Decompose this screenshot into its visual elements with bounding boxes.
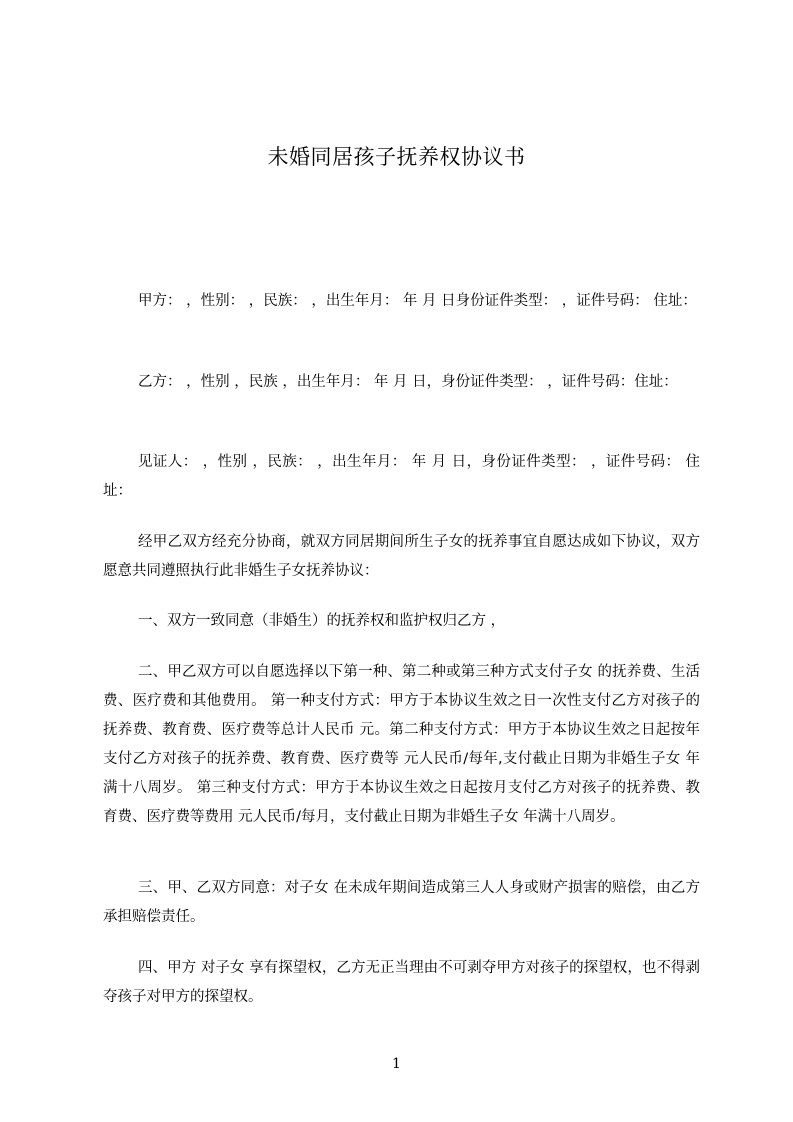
party-a-paragraph: 甲方： ，性别： ，民族： ，出生年月： 年 月 日身份证件类型： ，证件号码： 住址：	[138, 293, 697, 309]
clause-2-paragraph: 二、甲乙双方可以自愿选择以下第一种、第二种或第三种方式支付子女 的抚养费、生活费、医疗费和其他费用。 第一种支付方式：甲方于本协议生效之日一次性支付乙方对孩子的抚养费、教育费、医疗费等总计人民币 元。第二种支付方式：甲方于本协议生效之日起按年支付乙方对孩子的抚养费、教育费、医疗费等 元人民币/每年,支付截止日期为非婚生子女 年满十八周岁。 第三种支付方式：甲方于本协议生效之日起按月支付乙方对孩子的抚养费、教育费、医疗费等费用 元人民币/每月，支付截止日期为非婚生子女 年满十八周岁。	[103, 664, 700, 825]
clause-4-paragraph: 四、甲方 对子女 享有探望权，乙方无正当理由不可剥夺甲方对孩子的探望权，也不得剥夺孩子对甲方的探望权。	[103, 960, 700, 1005]
witness-paragraph: 见证人： ，性别 ，民族： ，出生年月： 年 月 日，身份证件类型： ，证件号码： 住址：	[103, 454, 700, 499]
page-number: 1	[392, 1056, 401, 1072]
preamble-paragraph: 经甲乙双方经充分协商，就双方同居期间所生子女的抚养事宜自愿达成如下协议，双方愿意共同遵照执行此非婚生子女抚养协议：	[103, 534, 700, 579]
party-b-paragraph: 乙方： ，性别 ，民族 ，出生年月： 年 月 日，身份证件类型： ，证件号码：住址：	[138, 374, 678, 390]
document-title: 未婚同居孩子抚养权协议书	[267, 145, 526, 169]
clause-1-paragraph: 一、双方一致同意（非婚生）的抚养权和监护权归乙方 ，	[138, 613, 506, 629]
clause-3-paragraph: 三、甲、乙双方同意：对子女 在未成年期间造成第三人人身或财产损害的赔偿，由乙方承担赔偿责任。	[103, 880, 700, 925]
